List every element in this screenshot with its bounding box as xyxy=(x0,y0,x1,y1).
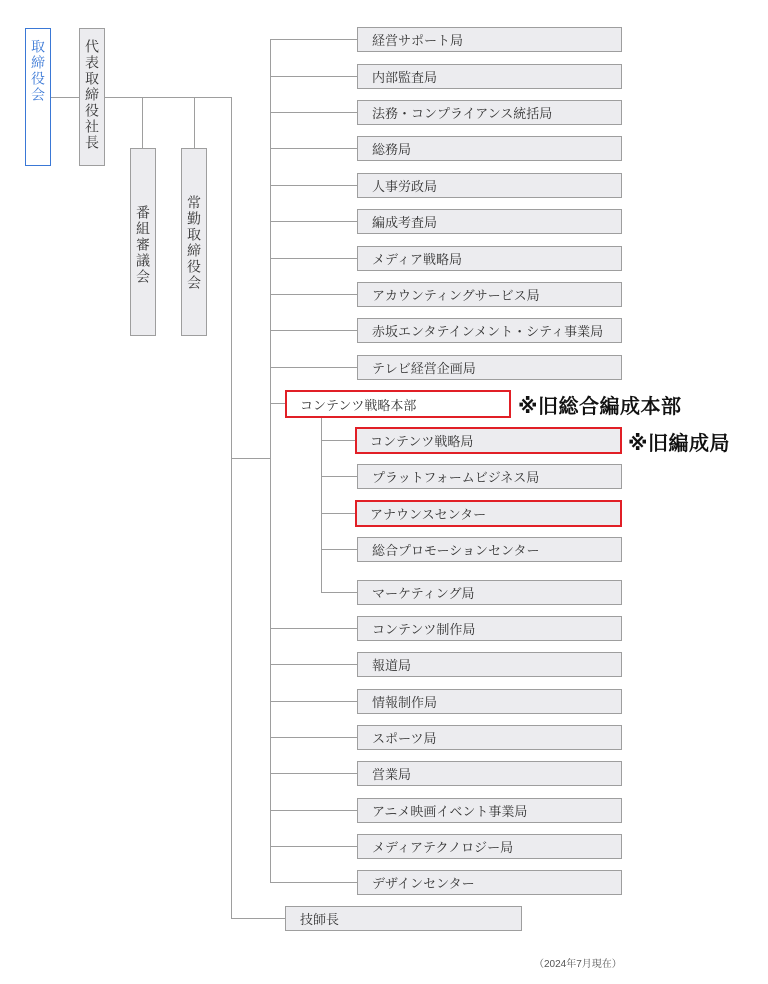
bureau-box xyxy=(357,464,622,489)
connector-bureau-6 xyxy=(270,221,357,222)
content-strategy-bureau-box xyxy=(355,427,622,454)
bureau-label: デザインセンター xyxy=(372,876,475,891)
bureau-box xyxy=(357,136,622,161)
connector-trunk-to-bureaus xyxy=(231,458,271,459)
bureau-label: 法務・コンプライアンス統括局 xyxy=(372,106,553,121)
connector-hq-child-5 xyxy=(321,592,357,593)
program-council-label: 番組審議会 xyxy=(135,205,151,285)
bureau-box xyxy=(357,616,622,641)
connector-bureau-lower-8 xyxy=(270,882,357,883)
connector-president-trunk xyxy=(105,97,232,98)
connector-bureau-5 xyxy=(270,185,357,186)
bureau-box xyxy=(357,173,622,198)
bureau-box xyxy=(357,355,622,380)
president-box xyxy=(79,28,105,166)
as-of-date: （2024年7月現在） xyxy=(534,959,622,970)
connector-hq-vertical xyxy=(321,417,322,592)
content-strategy-bureau-note: ※旧編成局 xyxy=(628,433,730,455)
connector-hq-child-4 xyxy=(321,549,357,550)
bureau-label: 経営サポート局 xyxy=(372,33,464,48)
bureau-box xyxy=(357,27,622,52)
announce-center-box xyxy=(355,500,622,527)
connector-bureau-8 xyxy=(270,294,357,295)
managing-directors-box xyxy=(181,148,207,336)
connector-bureau-4 xyxy=(270,148,357,149)
bureau-label: テレビ経営企画局 xyxy=(372,361,476,376)
president-label: 代表取締役社長 xyxy=(84,39,100,151)
bureau-label: アカウンティングサービス局 xyxy=(372,288,540,303)
chief-engineer-box xyxy=(285,906,522,931)
content-hq-note: ※旧総合編成本部 xyxy=(518,396,682,418)
connector-bureau-9 xyxy=(270,330,357,331)
chief-engineer-label: 技師長 xyxy=(300,912,340,927)
bureau-label: コンテンツ制作局 xyxy=(372,622,476,637)
bureau-label: プラットフォームビジネス局 xyxy=(372,470,540,485)
connector-hq-child-1 xyxy=(321,440,355,441)
bureau-label: 赤坂エンタテインメント・シティ事業局 xyxy=(372,324,604,339)
bureau-label: 総合プロモーションセンター xyxy=(372,543,540,558)
connector-hq-child-3 xyxy=(321,513,355,514)
bureau-box xyxy=(357,246,622,271)
connector-bureau-lower-5 xyxy=(270,773,357,774)
connector-bureau-lower-2 xyxy=(270,664,357,665)
connector-bureau-lower-7 xyxy=(270,846,357,847)
board-of-directors-box xyxy=(25,28,51,166)
connector-managing-directors xyxy=(194,97,195,149)
bureau-box xyxy=(357,209,622,234)
connector-bureau-1 xyxy=(270,39,357,40)
bureau-label: メディアテクノロジー局 xyxy=(372,840,514,855)
bureau-box xyxy=(357,798,622,823)
content-hq-label: コンテンツ戦略本部 xyxy=(300,397,417,413)
board-of-directors-label: 取締役会 xyxy=(30,39,46,103)
bureau-box xyxy=(357,761,622,786)
bureau-box xyxy=(357,834,622,859)
bureau-label: メディア戦略局 xyxy=(372,252,462,267)
connector-program-council xyxy=(142,97,143,149)
bureau-box xyxy=(357,580,622,605)
connector-board-president xyxy=(50,97,80,98)
connector-bureaus-vertical xyxy=(270,39,271,882)
connector-bureau-lower-1 xyxy=(270,628,357,629)
bureau-label: 内部監査局 xyxy=(372,70,438,85)
bureau-label: 営業局 xyxy=(372,767,412,782)
bureau-box xyxy=(357,318,622,343)
connector-bureau-2 xyxy=(270,76,357,77)
connector-content-hq xyxy=(270,403,285,404)
bureau-label: 編成考査局 xyxy=(372,215,438,230)
bureau-label: 情報制作局 xyxy=(372,695,438,710)
program-council-box xyxy=(130,148,156,336)
connector-bureau-3 xyxy=(270,112,357,113)
connector-bureau-lower-6 xyxy=(270,810,357,811)
connector-bureau-10 xyxy=(270,367,357,368)
bureau-box xyxy=(357,100,622,125)
bureau-label: 報道局 xyxy=(372,658,412,673)
bureau-box xyxy=(357,64,622,89)
bureau-label: アニメ映画イベント事業局 xyxy=(372,804,528,819)
connector-bureau-lower-4 xyxy=(270,737,357,738)
connector-trunk-vertical xyxy=(231,97,232,919)
connector-trunk-to-chief-engineer xyxy=(231,918,285,919)
bureau-box xyxy=(357,652,622,677)
content-hq-box xyxy=(285,390,511,418)
connector-hq-child-2 xyxy=(321,476,357,477)
bureau-label: スポーツ局 xyxy=(372,731,437,746)
bureau-label: コンテンツ戦略局 xyxy=(370,434,474,449)
connector-bureau-lower-3 xyxy=(270,701,357,702)
managing-directors-label: 常勤取締役会 xyxy=(186,195,202,291)
bureau-label: アナウンスセンター xyxy=(370,507,487,522)
bureau-label: マーケティング局 xyxy=(372,586,475,601)
connector-bureau-7 xyxy=(270,258,357,259)
bureau-label: 人事労政局 xyxy=(372,179,438,194)
bureau-box xyxy=(357,689,622,714)
bureau-box xyxy=(357,537,622,562)
bureau-box xyxy=(357,870,622,895)
bureau-label: 総務局 xyxy=(372,142,412,157)
bureau-box xyxy=(357,282,622,307)
bureau-box xyxy=(357,725,622,750)
